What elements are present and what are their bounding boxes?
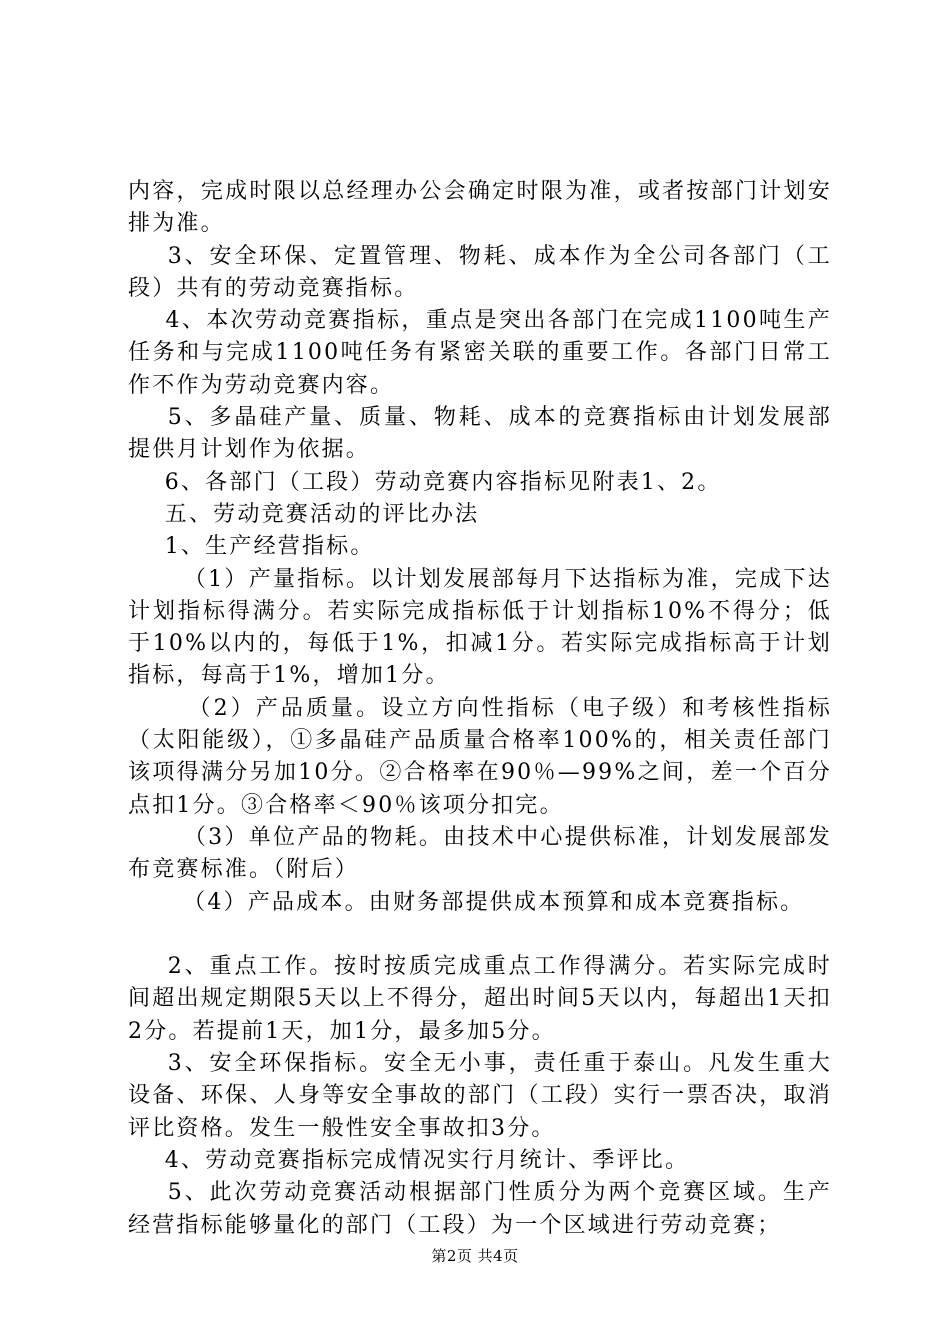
paragraph: （4）产品成本。由财务部提供成本预算和成本竞赛指标。 xyxy=(128,889,805,915)
paragraph: 5、此次劳动竞赛活动根据部门性质分为两个竞赛区域。生产经营指标能够量化的部门（工段）为一个区域进行劳动竞赛； xyxy=(128,1180,832,1238)
paragraph: （1）产量指标。以计划发展部每月下达指标为准，完成下达计划指标得满分。若实际完成指标低于计划指标10%不得分；低于10%以内的，每低于1%，扣减1分。若实际完成指标高于计划指标，每高于1%，增加1分。 xyxy=(128,566,832,689)
paragraph: 1、生产经营指标。 xyxy=(128,534,375,560)
paragraph: 3、安全环保、定置管理、物耗、成本作为全公司各部门（工段）共有的劳动竞赛指标。 xyxy=(128,243,832,301)
paragraph: （3）单位产品的物耗。由技术中心提供标准，计划发展部发布竞赛标准。（附后） xyxy=(128,824,832,883)
page-footer: 第2页 共4页 xyxy=(431,1247,519,1265)
blank-line xyxy=(128,919,832,951)
paragraph: 2、重点工作。按时按质完成重点工作得满分。若实际完成时间超出规定期限5天以上不得分，超出时间5天以内，每超出1天扣2分。若提前1天，加1分，最多加5分。 xyxy=(128,954,832,1044)
section-heading: 五、劳动竞赛活动的评比办法 xyxy=(128,501,480,527)
paragraph: 3、安全环保指标。安全无小事，责任重于泰山。凡发生重大设备、环保、人身等安全事故的部门（工段）实行一票否决，取消评比资格。发生一般性安全事故扣3分。 xyxy=(128,1051,832,1141)
document-body xyxy=(128,176,832,1242)
paragraph: （2）产品质量。设立方向性指标（电子级）和考核性指标（太阳能级），①多晶硅产品质量合格率100%的，相关责任部门该项得满分另加10分。②合格率在90％—99%之间，差一个百分点扣1分。③合格率＜90％该项分扣完。 xyxy=(128,695,832,818)
paragraph: 4、本次劳动竞赛指标，重点是突出各部门在完成1100吨生产任务和与完成1100吨任务有紧密关联的重要工作。各部门日常工作不作为劳动竞赛内容。 xyxy=(128,308,832,398)
paragraph: 6、各部门（工段）劳动竞赛内容指标见附表1、2。 xyxy=(128,469,722,495)
paragraph: 5、多晶硅产量、质量、物耗、成本的竞赛指标由计划发展部提供月计划作为依据。 xyxy=(128,405,832,463)
paragraph: 4、劳动竞赛指标完成情况实行月统计、季评比。 xyxy=(128,1147,690,1173)
paragraph: 内容，完成时限以总经理办公会确定时限为准，或者按部门计划安排为准。 xyxy=(128,179,832,237)
